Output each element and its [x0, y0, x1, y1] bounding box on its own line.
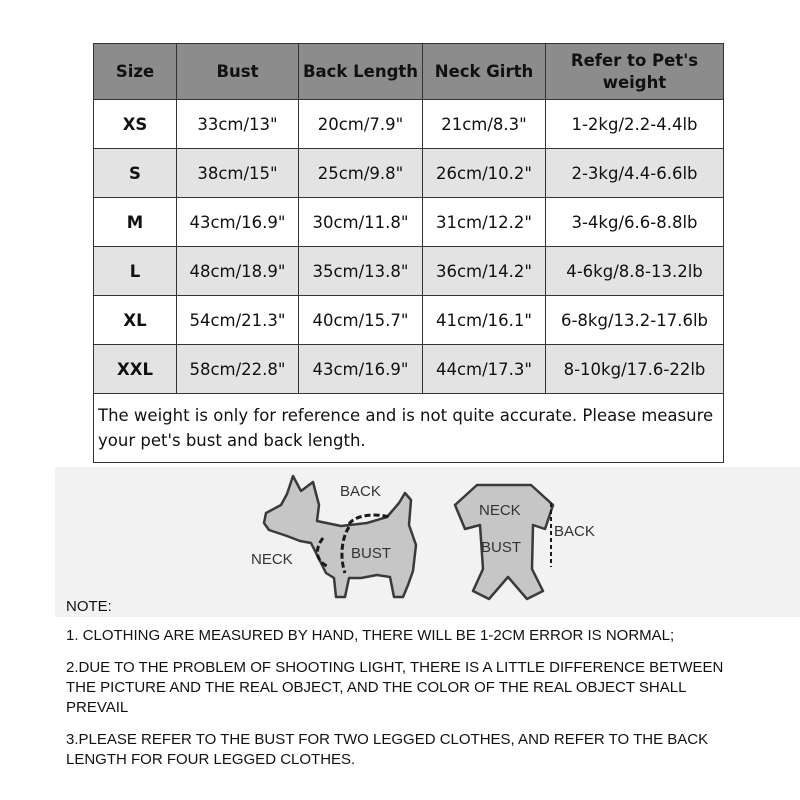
bust-cell: 38cm/15" — [177, 149, 299, 198]
note-item: 3.PLEASE REFER TO THE BUST FOR TWO LEGGED CLOTHES, AND REFER TO THE BACK LENGTH FOR FOUR LEGGED CLOTHES. — [66, 731, 709, 768]
table-row — [94, 296, 724, 345]
notes-section — [66, 597, 766, 770]
garment-neck-label: NECK — [479, 502, 521, 519]
neck-girth-cell: 36cm/14.2" — [423, 247, 546, 296]
dog-back-label: BACK — [340, 483, 381, 500]
bust-cell: 54cm/21.3" — [177, 296, 299, 345]
garment-back-label: BACK — [554, 523, 595, 540]
size-cell: XXL — [94, 345, 177, 394]
header-size: Size — [94, 44, 177, 100]
size-cell: L — [94, 247, 177, 296]
weight-cell: 4-6kg/8.8-13.2lb — [546, 247, 724, 296]
size-cell: S — [94, 149, 177, 198]
weight-reference-note: The weight is only for reference and is not quite accurate. Please measure your pet's bust and back length. — [94, 394, 724, 463]
back-length-cell: 25cm/9.8" — [299, 149, 423, 198]
header-pet-weight: Refer to Pet's weight — [546, 44, 724, 100]
header-bust: Bust — [177, 44, 299, 100]
neck-girth-cell: 21cm/8.3" — [423, 100, 546, 149]
neck-girth-cell: 26cm/10.2" — [423, 149, 546, 198]
header-back-length: Back Length — [299, 44, 423, 100]
weight-cell: 8-10kg/17.6-22lb — [546, 345, 724, 394]
size-cell: M — [94, 198, 177, 247]
size-cell: XL — [94, 296, 177, 345]
back-length-cell: 35cm/13.8" — [299, 247, 423, 296]
bust-cell: 58cm/22.8" — [177, 345, 299, 394]
dog-bust-label: BUST — [351, 545, 392, 562]
back-length-cell: 43cm/16.9" — [299, 345, 423, 394]
size-chart-table — [93, 43, 724, 463]
back-length-cell: 20cm/7.9" — [299, 100, 423, 149]
measurement-illustration — [55, 467, 800, 617]
bust-cell: 43cm/16.9" — [177, 198, 299, 247]
measurement-diagram — [55, 467, 800, 617]
bust-cell: 48cm/18.9" — [177, 247, 299, 296]
neck-girth-cell: 31cm/12.2" — [423, 198, 546, 247]
table-row — [94, 345, 724, 394]
size-cell: XS — [94, 100, 177, 149]
table-header-row — [94, 44, 724, 100]
table-row — [94, 198, 724, 247]
note-item: 1. CLOTHING ARE MEASURED BY HAND, THERE WILL BE 1-2CM ERROR IS NORMAL; — [66, 627, 675, 644]
neck-girth-cell: 41cm/16.1" — [423, 296, 546, 345]
back-length-cell: 40cm/15.7" — [299, 296, 423, 345]
footnote-row — [94, 394, 724, 463]
neck-girth-cell: 44cm/17.3" — [423, 345, 546, 394]
bust-cell: 33cm/13" — [177, 100, 299, 149]
dog-neck-label: NECK — [251, 551, 293, 568]
garment-bust-label: BUST — [481, 539, 522, 556]
back-length-cell: 30cm/11.8" — [299, 198, 423, 247]
table-row — [94, 100, 724, 149]
header-neck-girth: Neck Girth — [423, 44, 546, 100]
weight-cell: 2-3kg/4.4-6.6lb — [546, 149, 724, 198]
note-item: 2.DUE TO THE PROBLEM OF SHOOTING LIGHT, THERE IS A LITTLE DIFFERENCE BETWEEN THE PICTURE AND THE REAL OBJECT, AND THE COLOR OF THE REAL OBJECT SHALL PREVAIL — [66, 659, 724, 716]
notes-title: NOTE: — [66, 598, 112, 615]
weight-cell: 1-2kg/2.2-4.4lb — [546, 100, 724, 149]
table-row — [94, 149, 724, 198]
weight-cell: 6-8kg/13.2-17.6lb — [546, 296, 724, 345]
weight-cell: 3-4kg/6.6-8.8lb — [546, 198, 724, 247]
table-row — [94, 247, 724, 296]
